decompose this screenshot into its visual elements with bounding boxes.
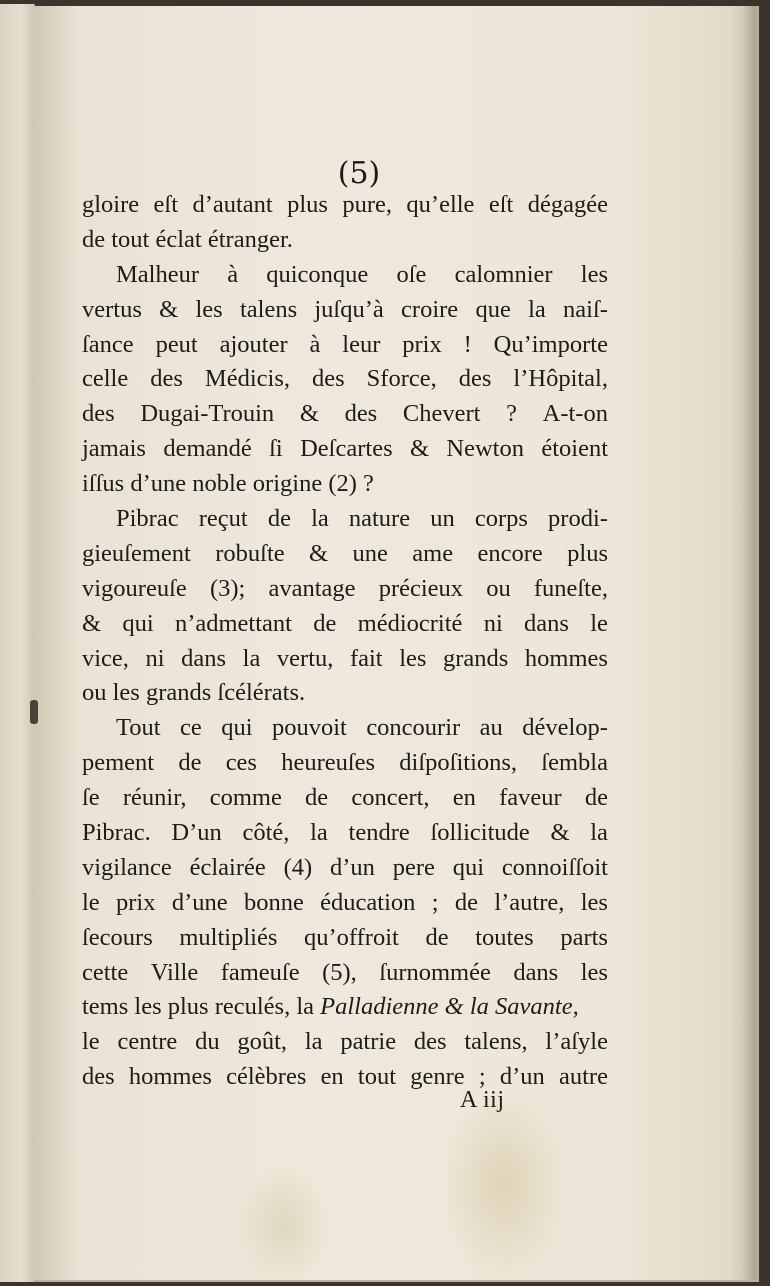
text-line-content: ou les grands ſcélérats.	[82, 679, 306, 707]
text-line	[82, 467, 608, 502]
signature-mark: A iij	[460, 1087, 505, 1113]
text-line: jamais demandé ſi Deſcartes & Newton étoient	[82, 435, 608, 463]
text-line: gloire eſt d’autant plus pure, qu’elle eſt dégagée	[82, 191, 608, 218]
text-line	[82, 676, 608, 711]
text-line: gieuſement robuſte & une ame encore plus	[82, 539, 608, 567]
text-line: Pibrac reçut de la nature un corps prodi-	[116, 505, 608, 533]
text-line-italic: Palladienne & la Savante,	[320, 993, 579, 1021]
text-line-roman: tems les plus reculés, la	[82, 993, 321, 1021]
previous-page-edge	[0, 4, 35, 1282]
text-line: le prix d’une bonne éducation ; de l’autre, les	[82, 888, 608, 916]
text-line: vigoureuſe (3); avantage précieux ou funeſte,	[82, 574, 608, 602]
text-line-content: de tout éclat étranger.	[82, 225, 293, 253]
text-line: ſecours multipliés qu’offroit de toutes parts	[82, 923, 608, 951]
text-line: & qui n’admettant de médiocrité ni dans le	[82, 609, 608, 637]
text-line: Malheur à quiconque oſe calomnier les	[116, 260, 608, 288]
text-line: des hommes célèbres en tout genre ; d’un autre	[82, 1063, 608, 1091]
text-line	[82, 223, 608, 258]
text-line: vigilance éclairée (4) d’un pere qui connoiſſoit	[82, 853, 608, 881]
text-line: celle des Médicis, des Sforce, des l’Hôpital,	[82, 365, 608, 393]
text-line: Tout ce qui pouvoit concourir au dévelop-	[116, 714, 608, 742]
text-line: des Dugai-Trouin & des Chevert ? A-t-on	[82, 400, 608, 428]
text-line: ſance peut ajouter à leur prix ! Qu’importe	[82, 330, 608, 358]
book-page	[34, 6, 759, 1282]
text-line: ſe réunir, comme de concert, en faveur de	[82, 784, 608, 812]
text-line: Pibrac. D’un côté, la tendre ſollicitude & la	[82, 819, 608, 847]
text-line: pement de ces heureuſes diſpoſitions, ſembla	[82, 749, 608, 777]
body-text	[82, 188, 608, 1095]
text-line: cette Ville fameuſe (5), ſurnommée dans les	[82, 958, 608, 986]
text-line: le centre du goût, la patrie des talens, l’aſyle	[82, 1028, 608, 1056]
text-line: vice, ni dans la vertu, fait les grands hommes	[82, 644, 608, 672]
text-line	[82, 990, 608, 1025]
binding-thread	[30, 700, 38, 724]
text-line-content: iſſus d’une noble origine (2) ?	[82, 470, 374, 498]
page-number: (5)	[337, 156, 381, 191]
page-fore-edge	[742, 6, 756, 1280]
text-line: vertus & les talens juſqu’à croire que la naiſ-	[82, 295, 608, 323]
